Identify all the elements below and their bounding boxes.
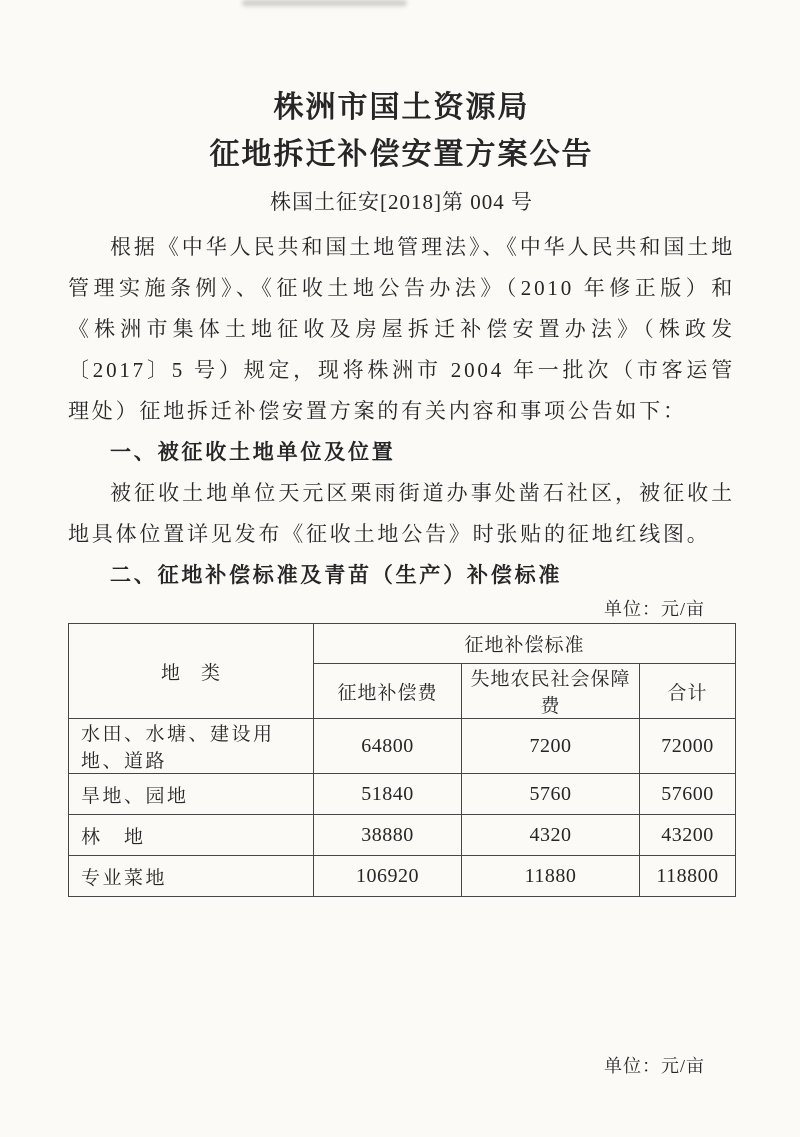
table-row — [69, 815, 736, 856]
section2-heading: 二、征地补偿标准及青苗（生产）补偿标准 — [110, 563, 563, 587]
cell-fee: 51840 — [314, 774, 462, 815]
cell-total: 72000 — [640, 719, 736, 774]
table-header-row-1 — [69, 624, 736, 664]
header-cell-standard-group: 征地补偿标准 — [314, 624, 736, 664]
cell-fee: 64800 — [314, 719, 462, 774]
section1-body: 被征收土地单位天元区栗雨街道办事处凿石社区，被征收土地具体位置详见发布《征收土地公告》时张贴的征地红线图。 — [68, 481, 735, 546]
cell-social-security: 11880 — [462, 856, 640, 897]
cell-total: 118800 — [640, 856, 736, 897]
header-cell-fee: 征地补偿费 — [314, 664, 462, 719]
document-content — [68, 0, 735, 1077]
header-cell-land-type: 地 类 — [69, 624, 314, 719]
document-title-line1: 株洲市国土资源局 — [273, 91, 530, 124]
cell-land-type: 旱地、园地 — [69, 774, 314, 815]
title-block — [68, 84, 735, 178]
document-number: 株国土征安[2018]第 004 号 — [270, 190, 533, 214]
cell-social-security: 7200 — [462, 719, 640, 774]
document-body — [68, 227, 735, 596]
unit-label-top: 单位：元/亩 — [603, 599, 705, 619]
table-row — [69, 774, 736, 815]
cell-fee: 38880 — [314, 815, 462, 856]
header-cell-total: 合计 — [640, 664, 736, 719]
compensation-table — [68, 623, 736, 897]
cell-total: 57600 — [640, 774, 736, 815]
section1-heading: 一、被征收土地单位及位置 — [110, 440, 396, 464]
intro-paragraph: 根据《中华人民共和国土地管理法》、《中华人民共和国土地管理实施条例》、《征收土地公告办法》（2010 年修正版）和《株洲市集体土地征收及房屋拆迁补偿安置办法》（株政发〔2017〕5 号）规定，现将株洲市 2004 年一批次（市客运管理处）征地拆迁补偿安置方案的有关内容和事项公告如下： — [68, 235, 735, 423]
header-cell-social-security: 失地农民社会保障费 — [462, 664, 640, 719]
unit-label-bottom: 单位：元/亩 — [603, 1056, 705, 1076]
cell-land-type: 林 地 — [69, 815, 314, 856]
cell-total: 43200 — [640, 815, 736, 856]
cell-social-security: 5760 — [462, 774, 640, 815]
cell-land-type: 专业菜地 — [69, 856, 314, 897]
cell-land-type: 水田、水塘、建设用地、道路 — [69, 719, 314, 774]
cell-social-security: 4320 — [462, 815, 640, 856]
table-row — [69, 856, 736, 897]
table-row — [69, 719, 736, 774]
cell-fee: 106920 — [314, 856, 462, 897]
document-title-line2: 征地拆迁补偿安置方案公告 — [209, 138, 594, 171]
